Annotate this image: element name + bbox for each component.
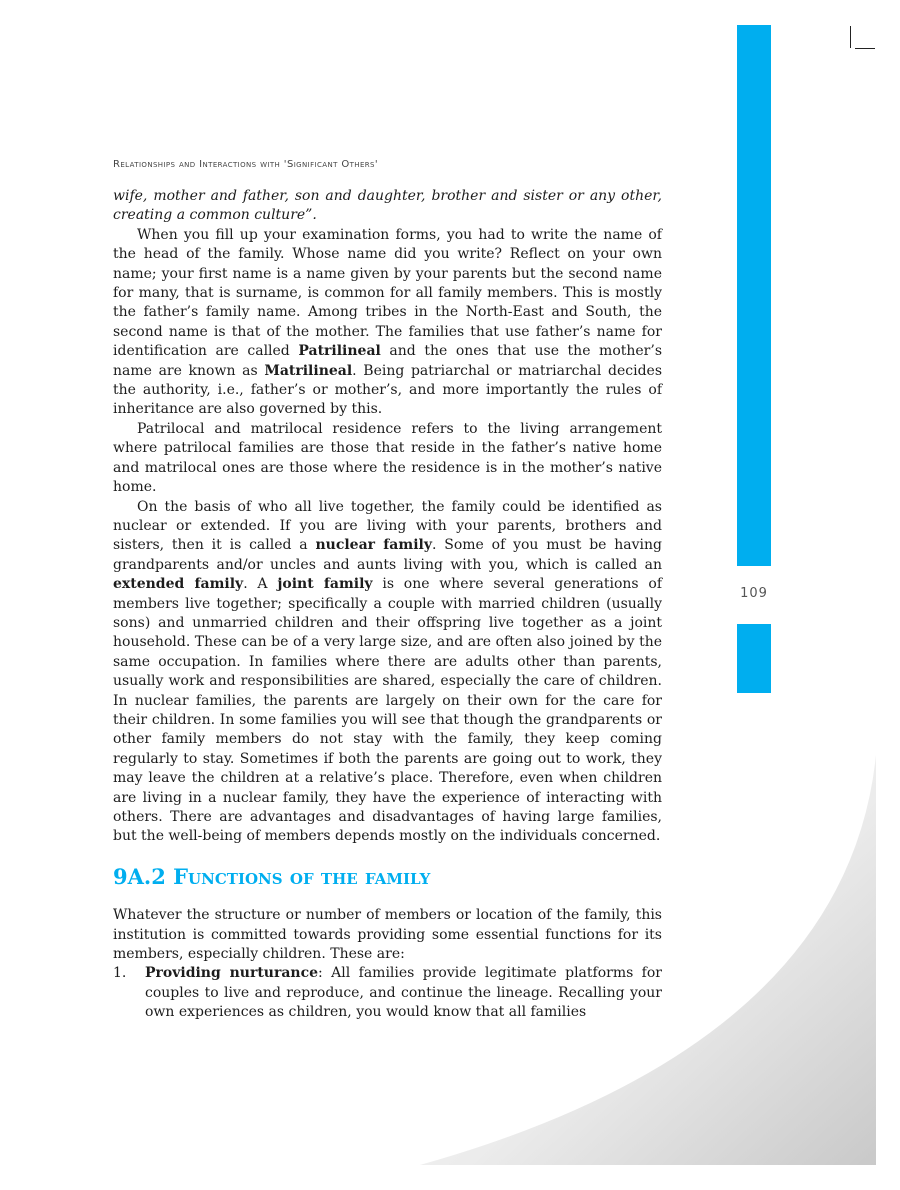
list-item-title: Providing nurturance bbox=[145, 965, 319, 982]
term-patrilineal: Patrilineal bbox=[298, 343, 381, 360]
term-extended-family: extended family bbox=[113, 576, 244, 593]
list-item bbox=[113, 964, 662, 1022]
paragraph-functions-intro: Whatever the structure or number of members or location of the family, this institution is committed towards providing some essential functions for its members, especially children. These are: bbox=[113, 907, 662, 963]
text-span: and the ones that use the mother’s name are known as bbox=[113, 343, 663, 379]
text-span: . Some of you must be having grandparents and/or uncles and aunts living with you, which is called an bbox=[113, 537, 662, 573]
text-span: . Being patriarchal or matriarchal decides the authority, i.e., father’s or mother’s, and more importantly the rules of inheritance are also governed by this. bbox=[113, 362, 662, 418]
paragraph-residence: Patrilocal and matrilocal residence refers to the living arrangement where patrilocal families are those that reside in the father’s native home and matrilocal ones are those where the residence is in the mother’s native home. bbox=[113, 420, 662, 496]
text-span: On the basis of who all live together, the family could be identified as nuclear or extended. If you are living with your parents, brothers and sisters, then it is called a bbox=[113, 498, 662, 554]
accent-bar-top bbox=[737, 25, 771, 566]
text-span: When you fill up your examination forms, you had to write the name of the head of the family. Whose name did you write? Reflect on your own name; your first name is a name given by your parents but the second name for many, that is surname, is common for all family members. This is mostly the father’s family name. Among tribes in the North-East and South, the second name is that of the mother. The families that use father’s name for identification are called bbox=[113, 226, 662, 360]
list-item-text: : All families provide legitimate platforms for couples to live and reproduce, and continue the lineage. Recalling your own experiences as children, you would know that all families bbox=[145, 965, 662, 1021]
paragraph-family-names bbox=[113, 226, 662, 420]
list-item-number: 1. bbox=[113, 965, 127, 982]
page-number: 109 bbox=[740, 586, 768, 601]
main-text bbox=[113, 187, 662, 1023]
accent-bar-bottom bbox=[737, 624, 771, 693]
term-matrilineal: Matrilineal bbox=[264, 362, 353, 379]
section-heading: 9A.2 Functions of the family bbox=[113, 863, 431, 889]
paragraph-family-types bbox=[113, 498, 662, 847]
term-nuclear-family: nuclear family bbox=[315, 537, 432, 554]
running-head: Relationships and Interactions with 'Significant Others' bbox=[113, 159, 379, 170]
intro-quote: wife, mother and father, son and daughter, brother and sister or any other, creating a common culture”. bbox=[113, 188, 662, 224]
term-joint-family: joint family bbox=[277, 576, 373, 593]
text-span: is one where several generations of members live together; specifically a couple with married children (usually sons) and unmarried children and their offspring live together as a joint household. These can be of a very large size, and are often also joined by the same occupation. In families where there are adults other than parents, usually work and responsibilities are shared, especially the care of children. In nuclear families, the parents are largely on their own for the care for their children. In some families you will see that though the grandparents or other family members do not stay with the family, they keep coming regularly to stay. Sometimes if both the parents are going out to work, they may leave the children at a relative’s place. Therefore, even when children are living in a nuclear family, they have the experience of interacting with others. There are advantages and disadvantages of having large families, but the well-being of members depends mostly on the individuals concerned. bbox=[113, 576, 662, 845]
text-span: . A bbox=[243, 576, 278, 593]
